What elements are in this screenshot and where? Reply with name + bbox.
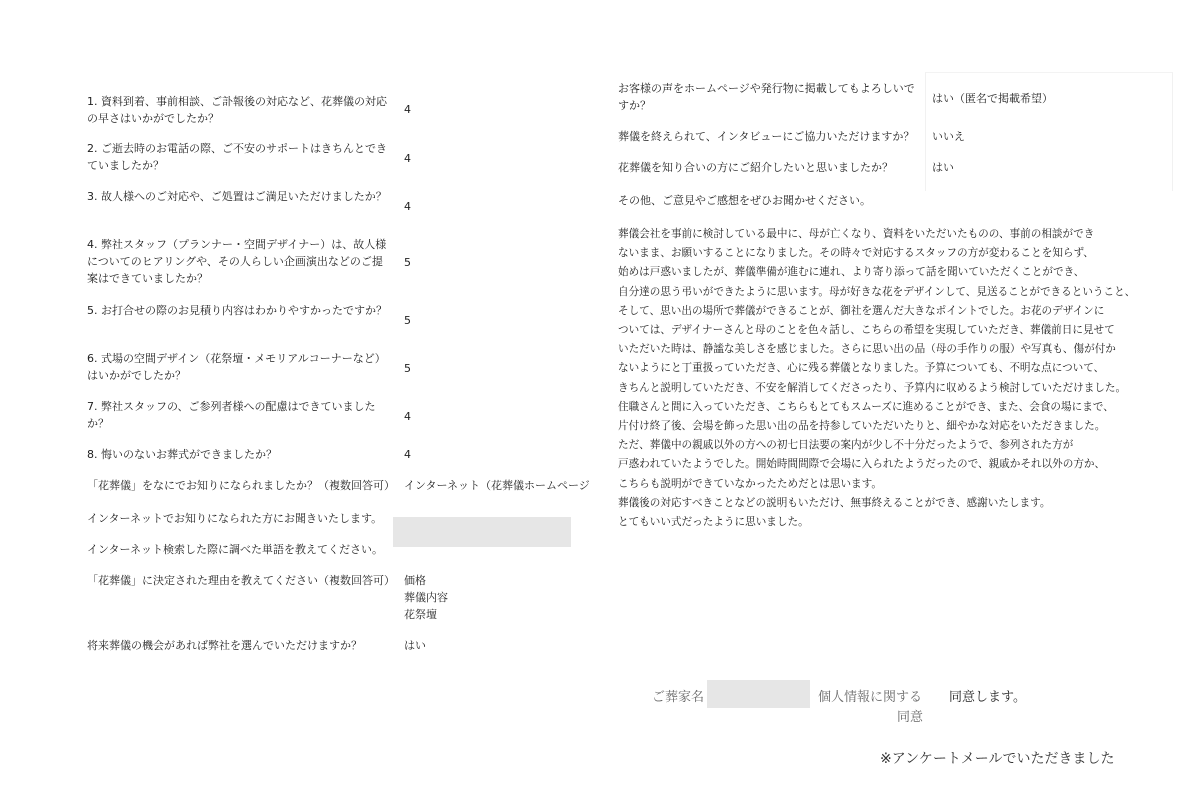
answer-rating: 4 bbox=[404, 200, 411, 213]
answer-rating: 4 bbox=[404, 448, 411, 461]
family-name-label: ご葬家名 bbox=[652, 690, 705, 705]
answer-rating: 4 bbox=[404, 152, 411, 165]
feedback-line: 葬儀会社を事前に検討している最中に、母が亡くなり、資料をいただいたものの、事前の相談ができ bbox=[618, 228, 1095, 240]
question-text: 8. 悔いのないお葬式ができましたか？ bbox=[87, 448, 277, 461]
question-text: 1. 資料到着、事前相談、ご訃報後の対応など、花葬儀の対応の早さはいかがでしたか？ bbox=[87, 95, 387, 125]
feedback-line: 住職さんと間に入っていただき、こちらもとてもスムーズに進めることができ、また、会食の場にまで、 bbox=[618, 400, 1114, 413]
answer-rating: 5 bbox=[404, 256, 411, 269]
family-name-redacted bbox=[707, 680, 810, 708]
feedback-line: 始めは戸惑いましたが、葬儀準備が進むに連れ、より寄り添って話を聞いていただくことができ、 bbox=[618, 266, 1085, 279]
feedback-line: ついては、デザイナーさんと母のことを色々話し、こちらの希望を実現していただき、葬儀前日に見せて bbox=[618, 324, 1115, 337]
question-text: 「花葬儀」をなにでお知りになられましたか？（複数回答可） bbox=[87, 479, 395, 492]
answer-text: インターネット（花葬儀ホームページ bbox=[404, 479, 590, 492]
feedback-line: いただいた時は、静謐な美しさを感じました。さらに思い出の品（母の手作りの服）や写真も、傷が付か bbox=[618, 343, 1116, 356]
feedback-line: 片付け終了後、会場を飾った思い出の品を持参していただいたりと、細やかな対応をいただきました。 bbox=[618, 420, 1106, 433]
footnote: ※アンケートメールでいただきました bbox=[880, 751, 1115, 767]
question-text: 7. 弊社スタッフの、ご参列者様への配慮はできていましたか？ bbox=[87, 400, 376, 430]
answer-item: 価格 bbox=[404, 574, 426, 587]
answer-list bbox=[404, 572, 448, 623]
redacted-box bbox=[393, 517, 571, 547]
question-text: 「花葬儀」に決定された理由を教えてください（複数回答可） bbox=[87, 574, 395, 587]
feedback-line: 戸惑われていたようでした。開始時間間際で会場に入られたようだったので、親戚かそれ以外の方か、 bbox=[618, 458, 1106, 471]
feedback-heading: その他、ご意見やご感想をぜひお聞かせください。 bbox=[618, 194, 871, 207]
answer-item: 葬儀内容 bbox=[404, 591, 448, 604]
answer-text: はい bbox=[932, 161, 954, 174]
answer-rating: 5 bbox=[404, 362, 411, 375]
answer-text: いいえ bbox=[932, 130, 965, 143]
feedback-line: 自分達の思う弔いができたように思います。母が好きな花をデザインして、見送ることができるということ、 bbox=[618, 285, 1136, 298]
privacy-consent-label: 個人情報に関する bbox=[818, 690, 923, 705]
feedback-line: そして、思い出の場所で葬儀ができることが、御社を選んだ大きなポイントでした。お花のデザインに bbox=[618, 304, 1105, 317]
answer-text: はい bbox=[404, 639, 426, 652]
question-text: 2. ご逝去時のお電話の際、ご不安のサポートはきちんとできていましたか？ bbox=[87, 142, 387, 172]
consent-value: 同意します。 bbox=[949, 690, 1026, 705]
feedback-line: 葬儀後の対応すべきことなどの説明もいただけ、無事終えることができ、感謝いたします。 bbox=[618, 496, 1051, 509]
answer-text: はい（匿名で掲載希望） bbox=[932, 92, 1053, 105]
question-text: 6. 式場の空間デザイン（花祭壇・メモリアルコーナーなど）はいかがでしたか？ bbox=[87, 352, 386, 382]
feedback-line: ないまま、お願いすることになりました。その時々で対応するスタッフの方が変わることを知らず、 bbox=[618, 247, 1094, 260]
feedback-line: こちらも説明ができていなかったためだとは思います。 bbox=[618, 477, 882, 490]
question-text: 将来葬儀の機会があれば弊社を選んでいただけますか？ bbox=[87, 639, 362, 652]
feedback-body bbox=[618, 225, 1166, 532]
question-text: 4. 弊社スタッフ（プランナー・空間デザイナー）は、故人様についてのヒアリングや、その人らしい企画演出などのご提案はできていましたか？ bbox=[87, 238, 387, 285]
feedback-line: とてもいい式だったように思いました。 bbox=[618, 516, 809, 529]
question-text: 3. 故人様へのご対応や、ご処置はご満足いただけましたか？ bbox=[87, 190, 387, 203]
answer-rating: 5 bbox=[404, 314, 411, 327]
question-text: お客様の声をホームページや発行物に掲載してもよろしいですか？ bbox=[618, 82, 915, 112]
answer-rating: 4 bbox=[404, 410, 411, 423]
feedback-line: ただ、葬儀中の親戚以外の方への初七日法要の案内が少し不十分だったようで、参列された方が bbox=[618, 439, 1074, 452]
answer-item: 花祭壇 bbox=[404, 608, 437, 621]
question-text: 5. お打合せの際のお見積り内容はわかりやすかったですか？ bbox=[87, 304, 387, 317]
question-text: 花葬儀を知り合いの方にご紹介したいと思いましたか？ bbox=[618, 161, 893, 174]
privacy-consent-label-2: 同意 bbox=[897, 710, 924, 725]
question-text: インターネット検索した際に調べた単語を教えてください。 bbox=[87, 543, 384, 556]
answer-rating: 4 bbox=[404, 103, 411, 116]
question-text: 葬儀を終えられて、インタビューにご協力いただけますか？ bbox=[618, 130, 915, 143]
prompt-text: インターネットでお知りになられた方にお聞きいたします。 bbox=[87, 512, 383, 525]
feedback-line: ないようにと丁重扱っていただき、心に残る葬儀となりました。予算についても、不明な点について、 bbox=[618, 362, 1105, 375]
feedback-line: きちんと説明していただき、不安を解消してくださったり、予算内に収めるよう検討していただけました。 bbox=[618, 381, 1127, 394]
